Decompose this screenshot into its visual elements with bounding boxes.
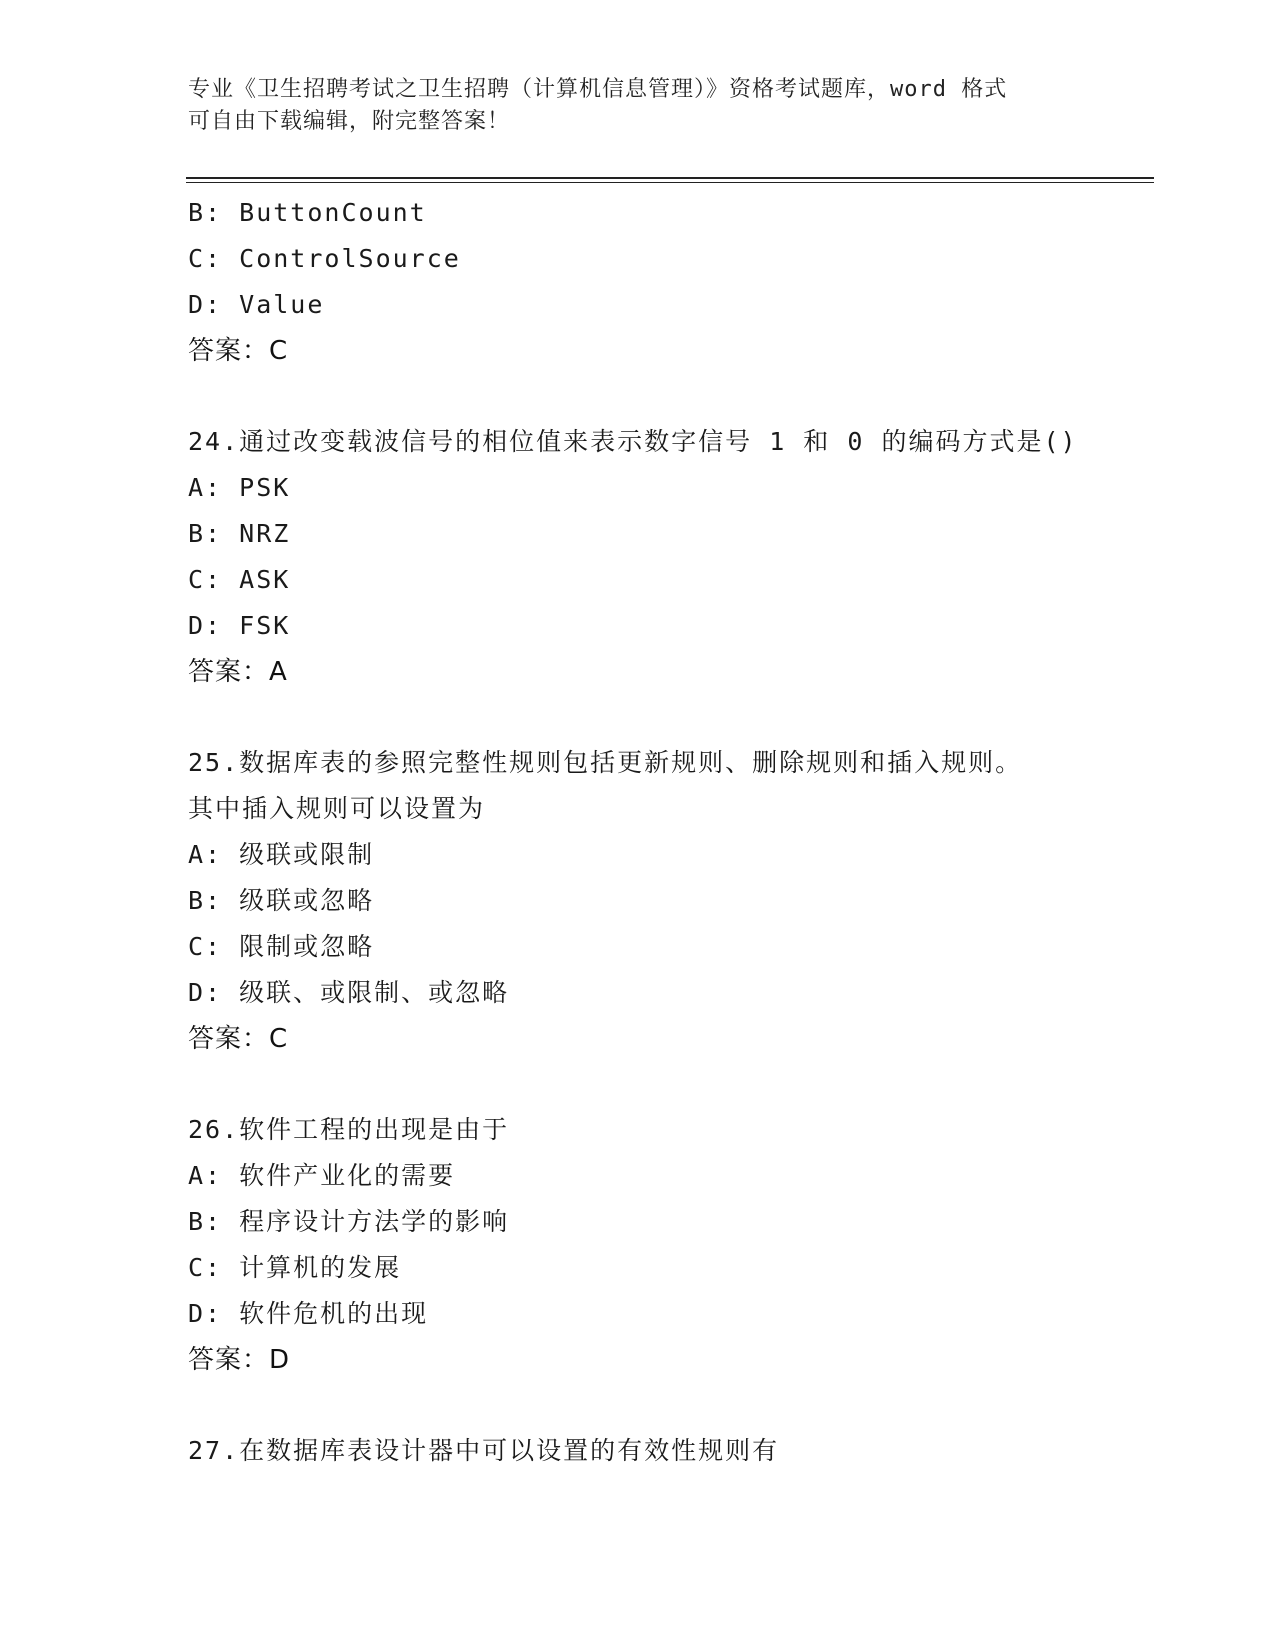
option-d: D: FSK <box>188 611 291 640</box>
question-text: 26.软件工程的出现是由于 <box>188 1115 510 1144</box>
question-text: 27.在数据库表设计器中可以设置的有效性规则有 <box>188 1436 780 1465</box>
answer-line: 答案：C <box>188 1024 289 1054</box>
option-a: A: 级联或限制 <box>188 840 375 869</box>
question-block-23 <box>188 190 1088 374</box>
document-header <box>188 74 1068 138</box>
option-b: B: NRZ <box>188 519 291 548</box>
option-c: C: 限制或忽略 <box>188 932 375 961</box>
header-rule-thin <box>186 182 1154 183</box>
question-block-26 <box>188 1107 1088 1383</box>
option-b: B: ButtonCount <box>188 198 427 227</box>
header-rule-thick <box>186 177 1154 179</box>
question-text-line-1: 25.数据库表的参照完整性规则包括更新规则、删除规则和插入规则。 <box>188 748 1023 777</box>
option-d: D: 级联、或限制、或忽略 <box>188 978 510 1007</box>
option-b: B: 级联或忽略 <box>188 886 375 915</box>
option-c: C: ControlSource <box>188 244 461 273</box>
answer-line: 答案：C <box>188 336 289 366</box>
header-line-2: 可自由下载编辑，附完整答案！ <box>188 109 511 134</box>
option-d: D: Value <box>188 290 325 319</box>
header-line-1: 专业《卫生招聘考试之卫生招聘（计算机信息管理）》资格考试题库，word 格式 <box>188 77 1008 102</box>
question-text-line-2: 其中插入规则可以设置为 <box>188 794 486 823</box>
option-c: C: ASK <box>188 565 291 594</box>
question-list <box>188 190 1088 1474</box>
option-b: B: 程序设计方法学的影响 <box>188 1207 510 1236</box>
question-block-27 <box>188 1428 1088 1474</box>
answer-line: 答案：A <box>188 657 288 687</box>
spacer <box>188 374 1088 419</box>
answer-line: 答案：D <box>188 1345 291 1375</box>
option-d: D: 软件危机的出现 <box>188 1299 429 1328</box>
spacer <box>188 1062 1088 1107</box>
option-a: A: PSK <box>188 473 291 502</box>
option-a: A: 软件产业化的需要 <box>188 1161 456 1190</box>
question-text: 24.通过改变载波信号的相位值来表示数字信号 1 和 0 的编码方式是() <box>188 427 1078 456</box>
question-block-25 <box>188 740 1088 1062</box>
spacer <box>188 695 1088 740</box>
option-c: C: 计算机的发展 <box>188 1253 402 1282</box>
spacer <box>188 1383 1088 1428</box>
question-block-24 <box>188 419 1088 695</box>
